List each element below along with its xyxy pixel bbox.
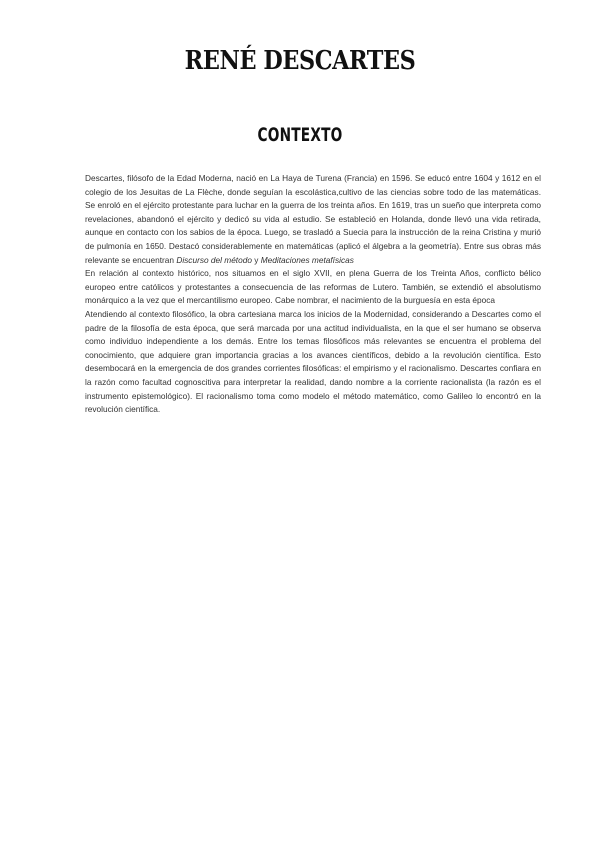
paragraph-biography-text: Descartes, filósofo de la Edad Moderna, nació en La Haya de Turena (Francia) en 1596. Se educó entre 1604 y 1612 en el colegio de los Jesuitas de La Flèche, donde seguían la escolástica,cultivo de las ciencias sobre todo de las matemáticas. Se enroló en el ejército protestante para luchar en la guerra de los treinta años. En 1619, tras un sueño que interpreta como revelaciones, abandonó el ejército y dedicó su vida al estudio. Se estableció en Holanda, donde llevó una vida retirada, aunque en contacto con los sabios de la época. Luego, se trasladó a Suecia para la instrucción de la reina Cristina y murió de pulmonía en 1650. Destacó considerablemente en matemáticas (aplicó el álgebra a la geometría). Entre sus obras más relevante se encuentran: [85, 173, 541, 265]
body-text: [85, 172, 541, 417]
paragraph-philosophical-context: Atendiendo al contexto filosófico, la obra cartesiana marca los inicios de la Modernidad, considerando a Descartes como el padre de la filosofía de esta época, que será marcada por una actitud individualista, en la que el ser humano se observa como individuo independiente a los demás. Entre los temas filosóficos más relevantes se encuentra el problema del conocimiento, que adquiere gran importancia gracias a los avances científicos, debido a la revolución científica. Esto desembocará en la emergencia de dos grandes corrientes filosóficas: el empirismo y el racionalismo. Descartes confiara en la razón como facultad cognoscitiva para interpretar la realidad, dando nombre a la corriente racionalista (la razón es el instrumento epistemológico). El racionalismo toma como modelo el método matemático, como Galileo lo encontró en la revolución científica.: [85, 308, 541, 415]
paragraph-connector: y: [251, 254, 261, 265]
work-title-meditaciones: Meditaciones metafísicas: [260, 254, 354, 265]
section-heading: CONTEXTO: [257, 124, 343, 146]
paragraph-biography: [85, 172, 541, 267]
work-title-discurso: Discurso del método: [176, 254, 252, 265]
paragraph-historical-context: En relación al contexto histórico, nos situamos en el siglo XVII, en plena Guerra de los Treinta Años, conflicto bélico europeo entre católicos y protestantes a consecuencia de las reformas de Lutero. También, se extendió el absolutismo monárquico a la vez que el mercantilismo europeo. Cabe nombrar, el nacimiento de la burguesía en esta época: [85, 268, 541, 306]
document-title: RENÉ DESCARTES: [184, 46, 416, 76]
